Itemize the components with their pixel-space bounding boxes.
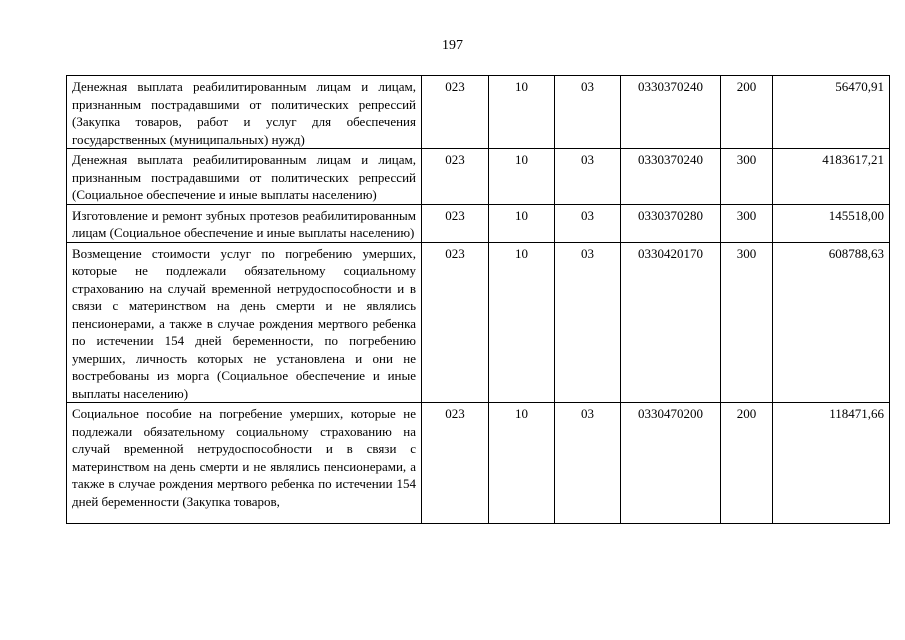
row-description: Возмещение стоимости услуг по погребению умерших, которые не подлежали обязательному социальному страхованию на случай временной нетрудоспособности и в связи с материнством на день смерти и не являлись пенсионерами, а также в случае рождения мертвого ребенка по истечении 154 дней беременности, по погребению умерших, личность которых не установлена и они не востребованы из морга (Социальное обеспечение и иные выплаты населению) [67,242,422,403]
ministry-code: 023 [422,149,489,205]
page-number: 197 [442,38,463,53]
target-article-code: 0330370280 [621,204,721,242]
target-article-code: 0330420170 [621,242,721,403]
section-code: 10 [489,242,555,403]
ministry-code: 023 [422,242,489,403]
subsection-code: 03 [555,242,621,403]
table-row [67,403,890,524]
expense-type-code: 200 [721,403,773,524]
subsection-code: 03 [555,149,621,205]
amount: 145518,00 [773,204,890,242]
table-row [67,204,890,242]
ministry-code: 023 [422,76,489,149]
expense-type-code: 300 [721,149,773,205]
budget-table [66,75,890,524]
target-article-code: 0330370240 [621,76,721,149]
ministry-code: 023 [422,403,489,524]
target-article-code: 0330470200 [621,403,721,524]
section-code: 10 [489,76,555,149]
table-row [67,76,890,149]
table-row [67,149,890,205]
amount: 608788,63 [773,242,890,403]
amount: 118471,66 [773,403,890,524]
section-code: 10 [489,403,555,524]
row-description: Социальное пособие на погребение умерших, которые не подлежали обязательному социальному страхованию на случай временной нетрудоспособности и в связи с материнством на день смерти и не являлись пенсионерами, а также в случае рождения мертвого ребенка по истечении 154 дней беременности (Закупка товаров, [67,403,422,524]
section-code: 10 [489,149,555,205]
subsection-code: 03 [555,403,621,524]
section-code: 10 [489,204,555,242]
expense-type-code: 300 [721,204,773,242]
subsection-code: 03 [555,76,621,149]
row-description: Изготовление и ремонт зубных протезов реабилитированным лицам (Социальное обеспечение и иные выплаты населению) [67,204,422,242]
amount: 56470,91 [773,76,890,149]
expense-type-code: 300 [721,242,773,403]
amount: 4183617,21 [773,149,890,205]
table-row [67,242,890,403]
ministry-code: 023 [422,204,489,242]
expense-type-code: 200 [721,76,773,149]
target-article-code: 0330370240 [621,149,721,205]
row-description: Денежная выплата реабилитированным лицам и лицам, признанным пострадавшими от политических репрессий (Социальное обеспечение и иные выплаты населению) [67,149,422,205]
subsection-code: 03 [555,204,621,242]
row-description: Денежная выплата реабилитированным лицам и лицам, признанным пострадавшими от политических репрессий (Закупка товаров, работ и услуг для обеспечения государственных (муниципальных) нужд) [67,76,422,149]
